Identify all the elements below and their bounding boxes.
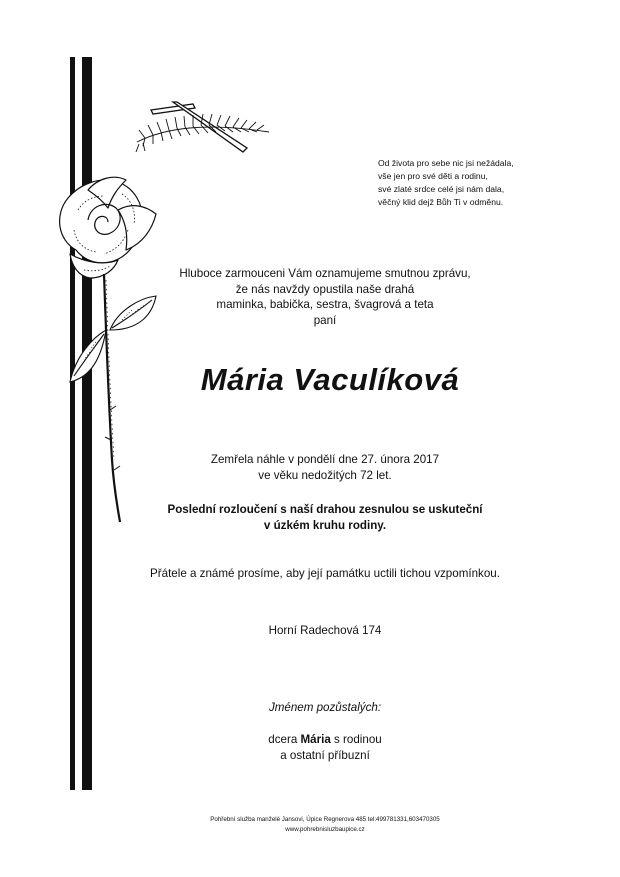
intro-line: Hluboce zarmouceni Vám oznamujeme smutnou zprávu,	[179, 267, 471, 280]
poem-line: své zlaté srdce celé jsi nám dala,	[378, 184, 505, 194]
family-daughter-name: Mária	[300, 733, 331, 746]
poem-line: vše jen pro své děti a rodinu,	[378, 171, 488, 181]
deceased-name: Mária Vaculíková	[200, 362, 460, 397]
family-prefix: dcera	[268, 733, 301, 746]
intro-line: paní	[313, 313, 337, 327]
intro-line: maminka, babička, sestra, švagrová a teta	[216, 298, 434, 311]
friends-request: Přátele a známé prosíme, aby její památku uctili tichou vzpomínkou.	[150, 567, 500, 580]
footer-contact: Pohřební služba manželé Jansovi, Úpice Regnerova 485 tel:499781331,603470305	[210, 816, 440, 823]
cross-palm-icon	[135, 98, 275, 158]
family-suffix: s rodinou	[330, 733, 382, 746]
address: Horní Radechová 174	[268, 624, 382, 637]
family-line-2: a ostatní příbuzní	[280, 748, 370, 762]
funeral-service-footer	[110, 815, 540, 834]
death-line: Zemřela náhle v pondělí dne 27. února 2017	[210, 453, 440, 466]
surviving-family	[150, 732, 500, 763]
poem-line: Od života pro sebe nic jsi nežádala,	[378, 158, 514, 168]
poem-line: věčný klid dejž Bůh Ti v odměnu.	[378, 197, 504, 207]
intro-line: že nás navždy opustila naše drahá	[235, 282, 415, 296]
farewell-notice	[110, 502, 540, 533]
footer-website: www.pohrebnisluzbaupice.cz	[285, 825, 365, 833]
death-details	[150, 452, 500, 483]
poem	[378, 157, 578, 209]
death-line: ve věku nedožitých 72 let.	[258, 468, 392, 482]
announcement-intro	[150, 266, 500, 328]
farewell-line: Poslední rozloučení s naší drahou zesnulou se uskuteční	[167, 503, 483, 516]
rose-illustration	[48, 170, 163, 530]
farewell-line: v úzkém kruhu rodiny.	[263, 518, 387, 532]
family-line-1	[150, 732, 500, 748]
on-behalf-heading: Jménem pozůstalých:	[268, 701, 382, 714]
